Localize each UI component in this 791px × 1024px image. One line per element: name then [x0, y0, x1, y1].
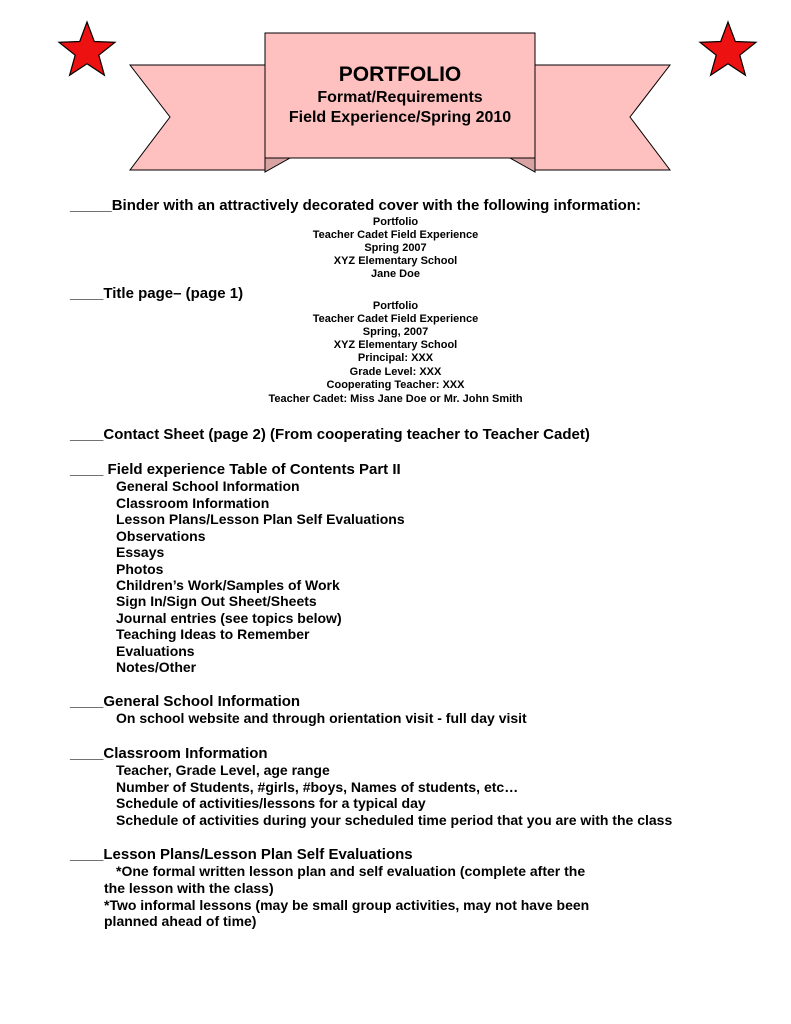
lesson-plans-line: *Two informal lessons (may be small group activities, may not have been: [104, 897, 590, 913]
toc-item: Teaching Ideas to Remember: [116, 626, 310, 642]
ribbon-left-tail: [130, 65, 265, 170]
lesson-plans-line: *One formal written lesson plan and self evaluation (complete after the: [116, 863, 586, 879]
toc-item: Observations: [116, 528, 206, 544]
classroom-info-line: Schedule of activities/lessons for a typical day: [116, 795, 426, 811]
ribbon-right-fold: [510, 158, 535, 172]
toc-item: Notes/Other: [116, 659, 197, 675]
left-star-icon: [56, 20, 118, 82]
banner-subtitle-field-experience: Field Experience/Spring 2010: [288, 109, 512, 126]
classroom-info-line: Number of Students, #girls, #boys, Names of students, etc…: [116, 779, 519, 795]
classroom-info-line: Teacher, Grade Level, age range: [116, 762, 330, 778]
classroom-info-line: Schedule of activities during your scheduled time period that you are with the class: [116, 812, 673, 828]
toc-item: Essays: [116, 544, 165, 560]
right-star-icon: [697, 20, 759, 82]
general-info-heading: ____General School Information: [70, 693, 301, 710]
ribbon-right-tail: [535, 65, 670, 170]
title-page-line: Grade Level: XXX: [349, 366, 442, 378]
title-page-line: Teacher Cadet Field Experience: [312, 313, 479, 325]
title-page-heading: ____Title page– (page 1): [70, 285, 244, 302]
binder-line: XYZ Elementary School: [333, 255, 458, 267]
banner-subtitle-format: Format/Requirements: [317, 89, 483, 106]
toc-item: Sign In/Sign Out Sheet/Sheets: [116, 593, 317, 609]
lesson-plans-line: the lesson with the class): [104, 880, 274, 896]
lesson-plans-line: planned ahead of time): [104, 913, 257, 929]
left-star-shape: [59, 22, 115, 75]
toc-item: General School Information: [116, 478, 300, 494]
title-page-line: Spring, 2007: [362, 326, 429, 338]
title-page-line: Portfolio: [372, 300, 419, 312]
title-page-line: Teacher Cadet: Miss Jane Doe or Mr. John Smith: [268, 393, 523, 405]
toc-item: Classroom Information: [116, 495, 270, 511]
toc-item: Journal entries (see topics below): [116, 610, 342, 626]
toc-item: Children’s Work/Samples of Work: [116, 577, 340, 593]
classroom-info-heading: ____Classroom Information: [70, 745, 268, 762]
toc-heading: ____ Field experience Table of Contents Part II: [70, 461, 401, 478]
general-info-line: On school website and through orientation visit - full day visit: [116, 710, 527, 726]
contact-sheet-heading: ____Contact Sheet (page 2) (From cooperating teacher to Teacher Cadet): [70, 426, 590, 443]
right-star-shape: [700, 22, 756, 75]
binder-heading: _____Binder with an attractively decorated cover with the following information:: [70, 197, 641, 214]
toc-item: Lesson Plans/Lesson Plan Self Evaluations: [116, 511, 405, 527]
banner-title: PORTFOLIO: [338, 63, 462, 86]
binder-line: Teacher Cadet Field Experience: [312, 229, 479, 241]
lesson-plans-heading: ____Lesson Plans/Lesson Plan Self Evaluations: [70, 846, 413, 863]
title-page-line: Cooperating Teacher: XXX: [326, 379, 465, 391]
binder-line: Portfolio: [372, 216, 419, 228]
banner-text-block: [265, 62, 535, 128]
toc-item: Photos: [116, 561, 164, 577]
toc-item: Evaluations: [116, 643, 195, 659]
title-page-line: Principal: XXX: [357, 352, 434, 364]
title-page-line: XYZ Elementary School: [333, 339, 458, 351]
ribbon-left-fold: [265, 158, 290, 172]
binder-line: Spring 2007: [364, 242, 427, 254]
binder-line: Jane Doe: [371, 268, 420, 280]
